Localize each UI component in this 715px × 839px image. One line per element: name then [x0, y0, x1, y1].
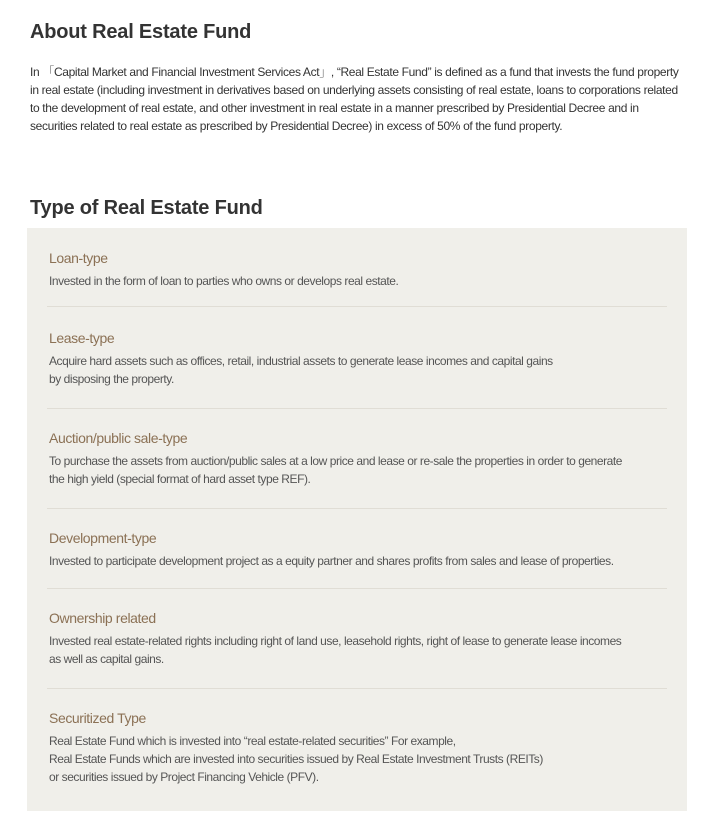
fund-type-heading: Ownership related — [49, 610, 156, 626]
fund-type-heading: Development-type — [49, 530, 157, 546]
fund-type-description: Acquire hard assets such as offices, retail, industrial assets to generate lease incomes and capital gains by disposing the property. — [49, 354, 553, 386]
fund-type-description: Invested in the form of loan to parties who owns or develops real estate. — [49, 274, 399, 288]
divider — [47, 588, 667, 589]
about-section-title: About Real Estate Fund — [30, 21, 252, 43]
fund-type-heading: Lease-type — [49, 330, 115, 346]
fund-type-description: Real Estate Fund which is invested into “real estate-related securities” For example, Real Estate Funds which are invested into securities issued by Real Estate Investment Trusts (REITs) or securities issued by Project Financing Vehicle (PFV). — [49, 734, 543, 784]
fund-type-description: Invested to participate development project as a equity partner and shares profits from sales and lease of properties. — [49, 554, 614, 568]
fund-type-loan — [49, 249, 667, 290]
fund-type-heading: Auction/public sale-type — [49, 430, 188, 446]
fund-type-heading: Loan-type — [49, 250, 108, 266]
fund-type-description: Invested real estate-related rights including right of land use, leasehold rights, right of lease to generate lease incomes as well as capital gains. — [49, 634, 622, 666]
fund-type-lease — [49, 329, 667, 388]
type-section-title: Type of Real Estate Fund — [30, 197, 263, 219]
divider — [47, 508, 667, 509]
fund-type-description: To purchase the assets from auction/public sales at a low price and lease or re-sale the properties in order to generate the high yield (special format of hard asset type REF). — [49, 454, 623, 486]
fund-type-auction — [49, 429, 667, 488]
fund-type-development — [49, 529, 667, 570]
fund-types-panel — [27, 228, 687, 811]
divider — [47, 306, 667, 307]
fund-type-heading: Securitized Type — [49, 710, 146, 726]
fund-type-ownership — [49, 609, 667, 668]
fund-type-securitized — [49, 709, 667, 786]
divider — [47, 408, 667, 409]
divider — [47, 688, 667, 689]
about-description: In 「Capital Market and Financial Investment Services Act」, “Real Estate Fund” is defined as a fund that invests the fund property in real estate (including investment in derivatives based on underlying assets consisting of real estate, loans to corporations related to the development of real estate, and other investment in real estate in a manner prescribed by Presidential Decree and in securities related to real estate as prescribed by Presidential Decree) in excess of 50% of the fund property. — [30, 65, 679, 133]
